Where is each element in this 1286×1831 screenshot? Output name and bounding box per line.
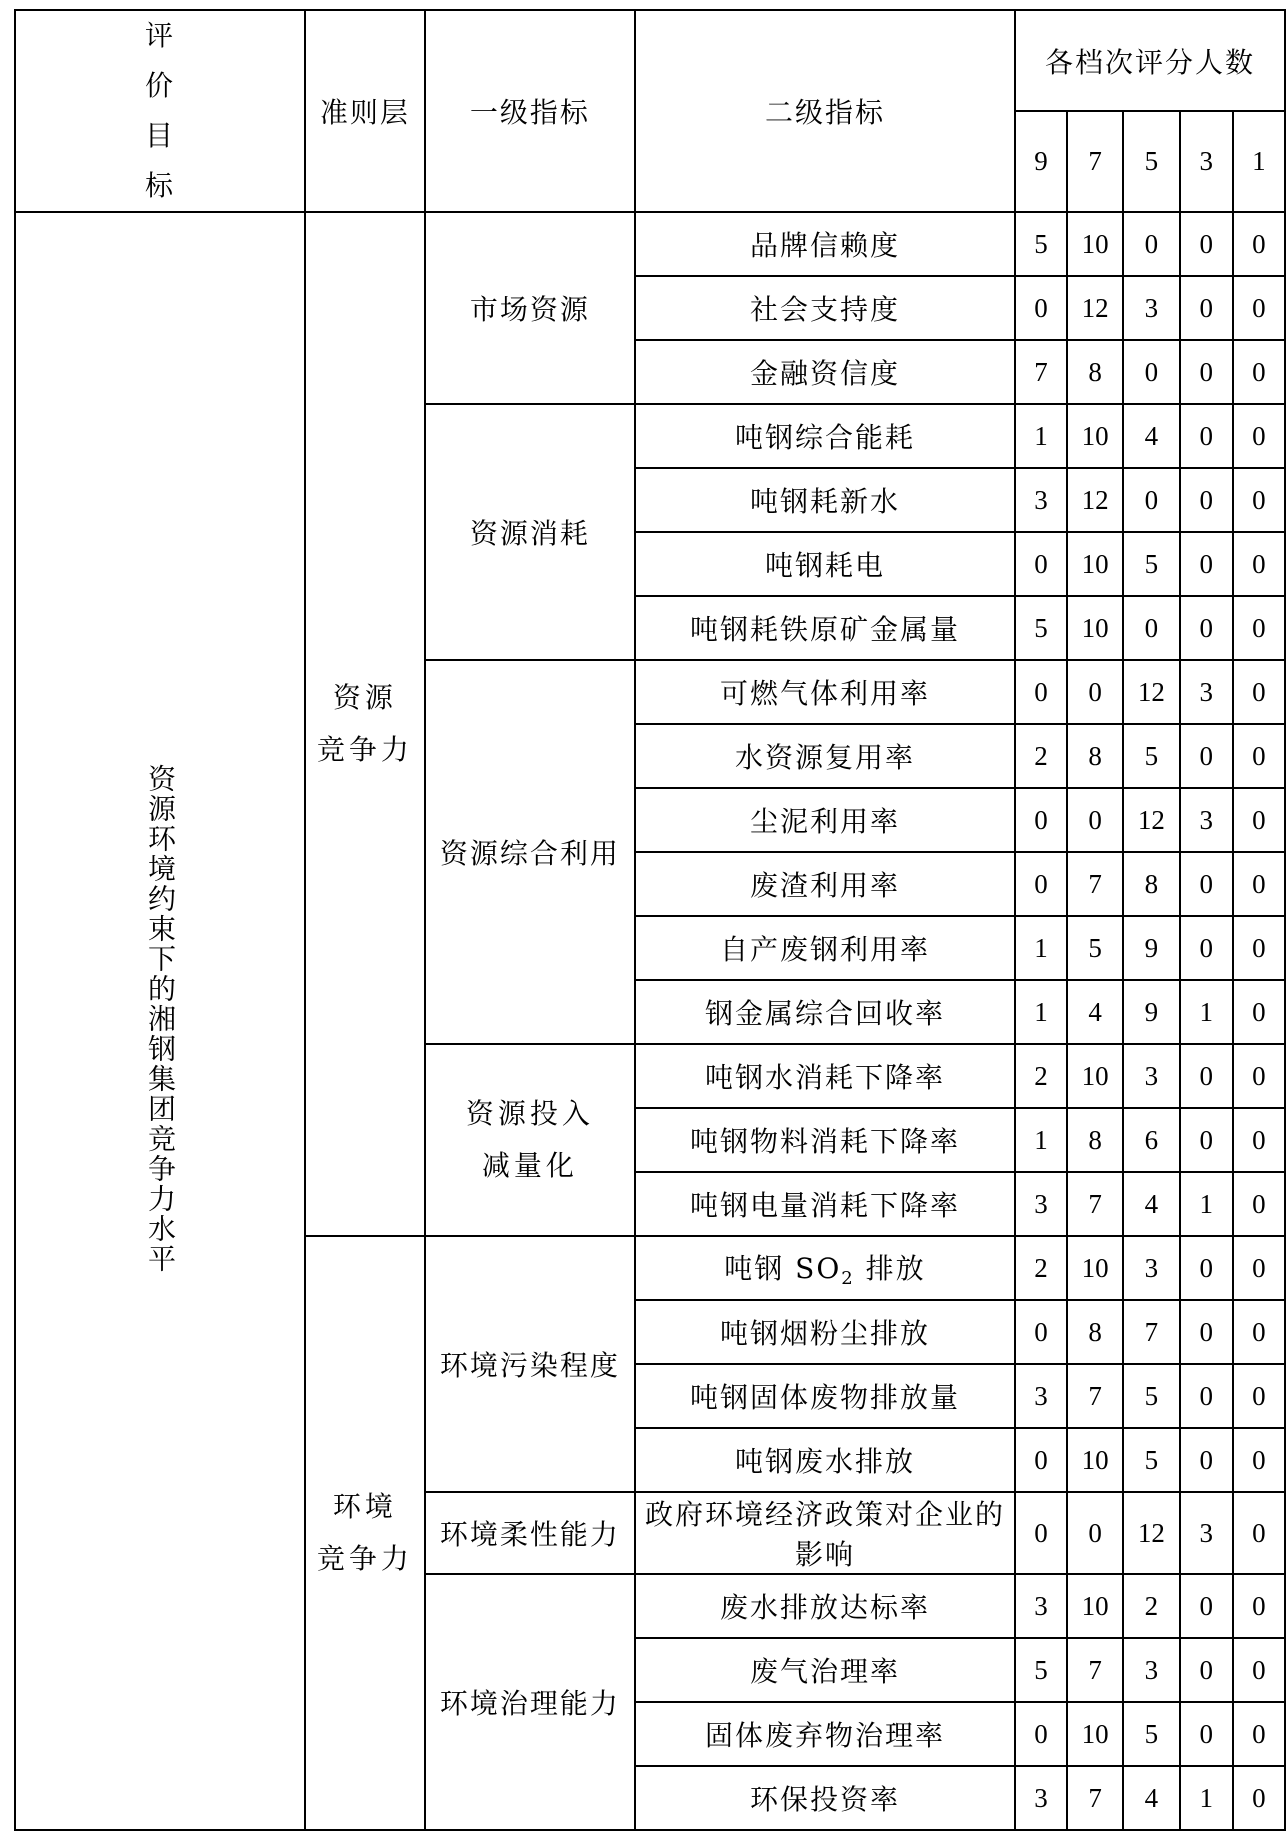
score-cell: 5	[1015, 212, 1067, 276]
score-cell: 10	[1067, 596, 1123, 660]
level2-indicator: 废渣利用率	[635, 852, 1015, 916]
level1-cell: 环境污染程度	[425, 1236, 635, 1492]
score-cell: 5	[1123, 724, 1180, 788]
score-cell: 2	[1123, 1574, 1180, 1638]
score-cell: 5	[1123, 1364, 1180, 1428]
score-cell: 0	[1180, 532, 1233, 596]
level1-cell	[425, 1044, 635, 1236]
score-cell: 7	[1067, 1172, 1123, 1236]
score-cell: 0	[1180, 212, 1233, 276]
score-cell: 5	[1123, 1702, 1180, 1766]
score-cell: 8	[1067, 724, 1123, 788]
score-cell: 0	[1180, 468, 1233, 532]
score-cell: 0	[1233, 980, 1285, 1044]
criterion-cell	[305, 212, 425, 1236]
level2-indicator: 自产废钢利用率	[635, 916, 1015, 980]
score-cell: 0	[1123, 212, 1180, 276]
score-cell: 10	[1067, 1702, 1123, 1766]
level2-indicator: 吨钢耗新水	[635, 468, 1015, 532]
score-level-header: 9	[1015, 111, 1067, 212]
score-cell: 0	[1015, 1492, 1067, 1574]
score-cell: 3	[1180, 788, 1233, 852]
score-cell: 0	[1233, 1638, 1285, 1702]
score-cell: 3	[1015, 1574, 1067, 1638]
level2-indicator: 吨钢耗铁原矿金属量	[635, 596, 1015, 660]
header-score-group: 各档次评分人数	[1015, 10, 1285, 111]
score-cell: 3	[1180, 660, 1233, 724]
score-cell: 8	[1067, 1300, 1123, 1364]
level1-cell: 市场资源	[425, 212, 635, 404]
score-cell: 1	[1180, 1766, 1233, 1830]
score-cell: 3	[1015, 1364, 1067, 1428]
level2-indicator: 吨钢电量消耗下降率	[635, 1172, 1015, 1236]
score-cell: 0	[1123, 468, 1180, 532]
score-cell: 0	[1233, 1702, 1285, 1766]
level2-indicator: 吨钢 $SO_2$ 排放	[635, 1236, 1015, 1300]
score-cell: 7	[1067, 1364, 1123, 1428]
header-level1: 一级指标	[425, 10, 635, 212]
score-cell: 2	[1015, 724, 1067, 788]
level2-indicator: 社会支持度	[635, 276, 1015, 340]
score-cell: 0	[1233, 916, 1285, 980]
level2-indicator: 品牌信赖度	[635, 212, 1015, 276]
score-cell: 12	[1067, 276, 1123, 340]
criterion-cell	[305, 1236, 425, 1830]
score-level-header: 3	[1180, 111, 1233, 212]
evaluation-table	[14, 9, 1286, 1831]
score-cell: 0	[1180, 724, 1233, 788]
score-cell: 0	[1180, 1236, 1233, 1300]
score-cell: 0	[1233, 1364, 1285, 1428]
score-cell: 0	[1233, 532, 1285, 596]
criterion-label: 环境 竞争力	[316, 1490, 413, 1575]
score-cell: 0	[1233, 212, 1285, 276]
score-cell: 0	[1180, 1702, 1233, 1766]
score-cell: 0	[1180, 1574, 1233, 1638]
score-cell: 8	[1067, 340, 1123, 404]
level2-indicator: 吨钢固体废物排放量	[635, 1364, 1015, 1428]
goal-cell	[15, 212, 305, 1830]
score-cell: 0	[1015, 1300, 1067, 1364]
score-cell: 1	[1015, 404, 1067, 468]
score-cell: 3	[1123, 1638, 1180, 1702]
score-cell: 0	[1123, 596, 1180, 660]
score-cell: 10	[1067, 532, 1123, 596]
score-cell: 0	[1180, 276, 1233, 340]
score-cell: 0	[1180, 1044, 1233, 1108]
score-cell: 12	[1067, 468, 1123, 532]
score-level-header: 1	[1233, 111, 1285, 212]
score-cell: 8	[1123, 852, 1180, 916]
score-cell: 0	[1233, 1044, 1285, 1108]
score-cell: 4	[1123, 1766, 1180, 1830]
score-cell: 3	[1015, 1172, 1067, 1236]
score-cell: 0	[1233, 404, 1285, 468]
score-cell: 0	[1233, 1236, 1285, 1300]
score-cell: 10	[1067, 1428, 1123, 1492]
score-cell: 0	[1233, 276, 1285, 340]
score-cell: 0	[1180, 596, 1233, 660]
level2-indicator: 水资源复用率	[635, 724, 1015, 788]
header-criterion: 准则层	[305, 10, 425, 212]
score-cell: 1	[1015, 1108, 1067, 1172]
score-cell: 3	[1123, 276, 1180, 340]
score-cell: 8	[1067, 1108, 1123, 1172]
level2-indicator: 吨钢耗电	[635, 532, 1015, 596]
score-cell: 12	[1123, 660, 1180, 724]
score-cell: 1	[1015, 916, 1067, 980]
score-cell: 0	[1233, 724, 1285, 788]
table-wrapper	[14, 9, 1286, 1831]
score-cell: 0	[1233, 596, 1285, 660]
score-cell: 5	[1067, 916, 1123, 980]
score-cell: 1	[1015, 980, 1067, 1044]
score-cell: 7	[1123, 1300, 1180, 1364]
level2-indicator: 钢金属综合回收率	[635, 980, 1015, 1044]
score-cell: 0	[1233, 660, 1285, 724]
score-cell: 5	[1123, 1428, 1180, 1492]
score-cell: 12	[1123, 1492, 1180, 1574]
score-cell: 0	[1233, 1492, 1285, 1574]
level1-cell: 环境治理能力	[425, 1574, 635, 1830]
score-cell: 10	[1067, 212, 1123, 276]
level1-cell: 资源消耗	[425, 404, 635, 660]
score-cell: 5	[1015, 596, 1067, 660]
score-cell: 0	[1233, 1428, 1285, 1492]
level2-indicator: 废气治理率	[635, 1638, 1015, 1702]
score-cell: 0	[1233, 852, 1285, 916]
header-goal: 评价目标	[15, 10, 305, 212]
score-cell: 1	[1180, 1172, 1233, 1236]
score-cell: 10	[1067, 1574, 1123, 1638]
level2-indicator: 金融资信度	[635, 340, 1015, 404]
score-cell: 10	[1067, 404, 1123, 468]
score-cell: 7	[1015, 340, 1067, 404]
score-cell: 0	[1180, 852, 1233, 916]
criterion-label: 资源 竞争力	[316, 681, 413, 766]
score-cell: 0	[1233, 1300, 1285, 1364]
level2-indicator: 废水排放达标率	[635, 1574, 1015, 1638]
level2-indicator: 尘泥利用率	[635, 788, 1015, 852]
score-cell: 3	[1180, 1492, 1233, 1574]
score-cell: 0	[1015, 660, 1067, 724]
score-cell: 3	[1123, 1236, 1180, 1300]
score-cell: 0	[1180, 1300, 1233, 1364]
level1-label: 资源投入 减量化	[465, 1097, 594, 1182]
score-cell: 0	[1233, 1172, 1285, 1236]
score-cell: 0	[1233, 1574, 1285, 1638]
score-cell: 0	[1233, 1108, 1285, 1172]
score-cell: 4	[1123, 1172, 1180, 1236]
score-cell: 0	[1015, 1428, 1067, 1492]
score-cell: 4	[1123, 404, 1180, 468]
level1-cell: 资源综合利用	[425, 660, 635, 1044]
score-cell: 0	[1015, 1702, 1067, 1766]
score-cell: 0	[1233, 340, 1285, 404]
score-cell: 7	[1067, 852, 1123, 916]
table-row	[15, 212, 1285, 276]
score-cell: 3	[1015, 1766, 1067, 1830]
score-cell: 4	[1067, 980, 1123, 1044]
score-cell: 0	[1180, 916, 1233, 980]
score-cell: 5	[1123, 532, 1180, 596]
score-cell: 7	[1067, 1766, 1123, 1830]
goal-text: 资源环境约束下的湘钢集团竞争力水平	[144, 764, 177, 1274]
score-cell: 0	[1233, 1766, 1285, 1830]
score-cell: 5	[1015, 1638, 1067, 1702]
score-cell: 6	[1123, 1108, 1180, 1172]
score-cell: 2	[1015, 1044, 1067, 1108]
level2-indicator: 吨钢废水排放	[635, 1428, 1015, 1492]
score-cell: 10	[1067, 1044, 1123, 1108]
score-cell: 0	[1180, 1108, 1233, 1172]
level2-indicator: 可燃气体利用率	[635, 660, 1015, 724]
score-cell: 1	[1180, 980, 1233, 1044]
score-cell: 0	[1015, 276, 1067, 340]
level2-indicator: 政府环境经济政策对企业的影响	[635, 1492, 1015, 1574]
score-cell: 10	[1067, 1236, 1123, 1300]
score-cell: 0	[1067, 1492, 1123, 1574]
score-cell: 2	[1015, 1236, 1067, 1300]
score-cell: 0	[1015, 532, 1067, 596]
score-cell: 0	[1180, 340, 1233, 404]
level2-indicator: 吨钢烟粉尘排放	[635, 1300, 1015, 1364]
score-cell: 0	[1180, 1638, 1233, 1702]
level2-indicator: 固体废弃物治理率	[635, 1702, 1015, 1766]
score-cell: 0	[1015, 788, 1067, 852]
score-level-header: 7	[1067, 111, 1123, 212]
score-level-header: 5	[1123, 111, 1180, 212]
score-cell: 0	[1067, 660, 1123, 724]
score-cell: 9	[1123, 980, 1180, 1044]
score-cell: 3	[1015, 468, 1067, 532]
level1-cell: 环境柔性能力	[425, 1492, 635, 1574]
score-cell: 0	[1233, 468, 1285, 532]
score-cell: 3	[1123, 1044, 1180, 1108]
score-cell: 9	[1123, 916, 1180, 980]
score-cell: 0	[1015, 852, 1067, 916]
level2-indicator: 吨钢综合能耗	[635, 404, 1015, 468]
score-cell: 7	[1067, 1638, 1123, 1702]
score-cell: 0	[1067, 788, 1123, 852]
header-level2: 二级指标	[635, 10, 1015, 212]
score-cell: 0	[1233, 788, 1285, 852]
score-cell: 12	[1123, 788, 1180, 852]
score-cell: 0	[1180, 1428, 1233, 1492]
level2-indicator: 环保投资率	[635, 1766, 1015, 1830]
level2-indicator: 吨钢物料消耗下降率	[635, 1108, 1015, 1172]
score-cell: 0	[1123, 340, 1180, 404]
score-cell: 0	[1180, 404, 1233, 468]
score-cell: 0	[1180, 1364, 1233, 1428]
level2-indicator: 吨钢水消耗下降率	[635, 1044, 1015, 1108]
